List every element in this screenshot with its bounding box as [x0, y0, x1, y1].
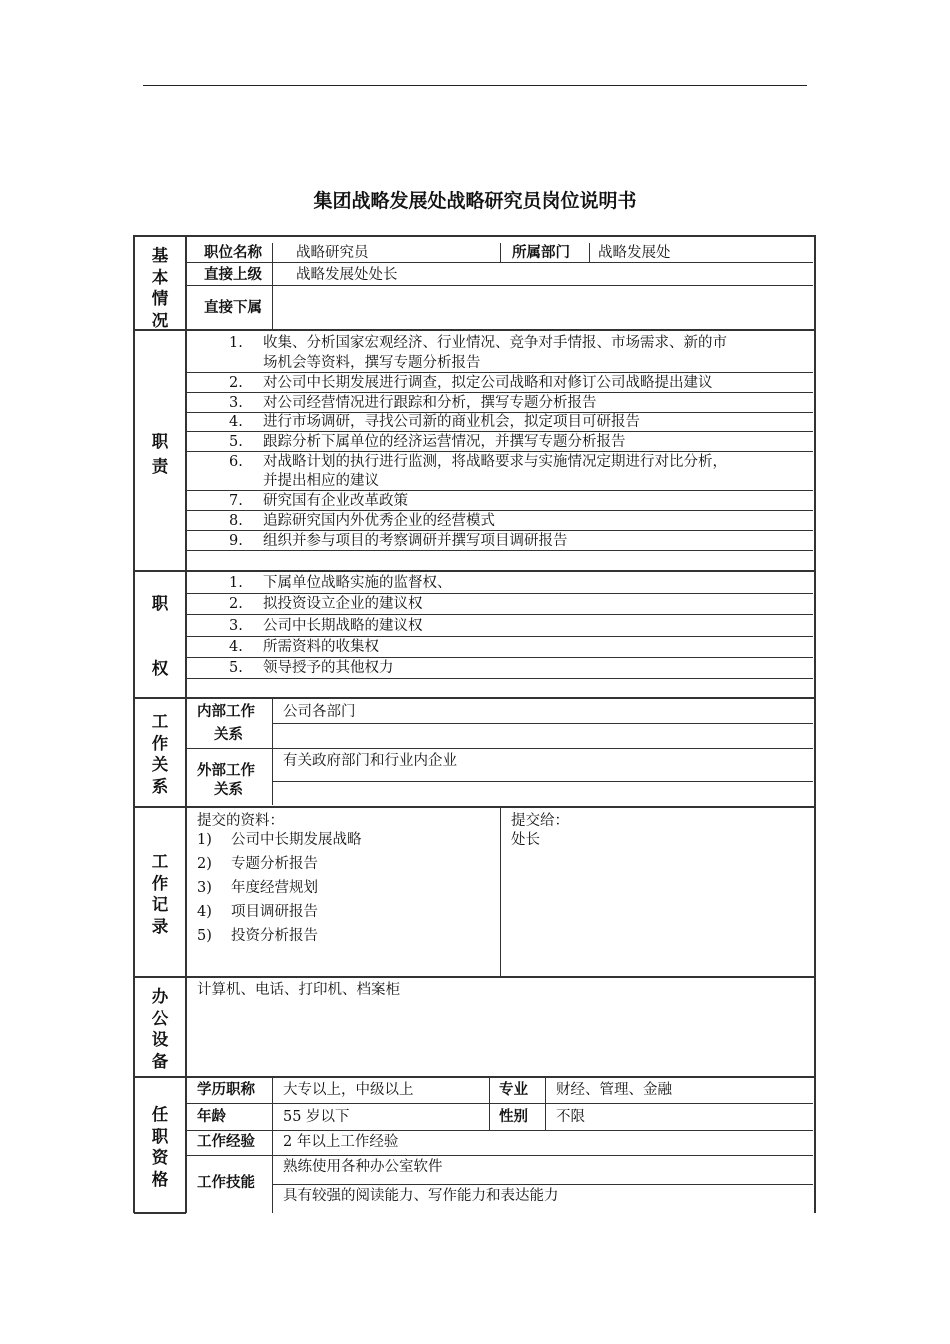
- dept-value: 战略发展处: [598, 245, 671, 261]
- major-value: 财经、管理、金融: [556, 1082, 672, 1098]
- basic-dept-divider-2: [589, 243, 590, 262]
- duty-item-6: 6. 对战略计划的执行进行监测，将战略要求与实施情况定期进行对比分析，: [229, 454, 727, 470]
- skill-value-2: 具有较强的阅读能力、写作能力和表达能力: [283, 1188, 559, 1204]
- exp-value: 2 年以上工作经验: [283, 1134, 399, 1150]
- external-label-1: 外部工作: [197, 763, 255, 779]
- duty-item-8: 8. 追踪研究国内外优秀企业的经营模式: [229, 513, 495, 529]
- section-line-relations: [134, 806, 814, 808]
- position-value: 战略研究员: [296, 245, 369, 261]
- superior-label: 直接上级: [204, 267, 262, 283]
- duty-item-5: 5. 跟踪分析下属单位的经济运营情况，并撰写专题分析报告: [229, 434, 626, 450]
- records-submit-label: 提交的资料：: [197, 813, 284, 829]
- qual-mid-divider-2: [545, 1078, 546, 1130]
- relations-label-divider: [272, 699, 273, 805]
- duty-item-9: 9. 组织并参与项目的考察调研并撰写项目调研报告: [229, 533, 568, 549]
- relations-line-1: [273, 723, 813, 724]
- basic-row-line-1: [186, 262, 813, 263]
- power-item-5: 5. 领导授予的其他权力: [229, 660, 394, 676]
- relations-line-3: [273, 781, 813, 782]
- powers-category-2: 权: [151, 659, 169, 678]
- external-label-2: 关系: [214, 782, 243, 798]
- powers-category-1: 职: [151, 594, 169, 613]
- records-category: 工作记录: [151, 852, 169, 936]
- basic-dept-divider: [500, 243, 501, 262]
- records-to-label: 提交给：: [511, 813, 569, 829]
- duty-item-1: 1. 收集、分析国家宏观经济、行业情况、竞争对手情报、市场需求、新的市: [229, 335, 727, 351]
- age-label: 年龄: [197, 1109, 226, 1125]
- age-value: 55 岁以下: [283, 1109, 350, 1125]
- edu-value: 大专以上，中级以上: [283, 1082, 414, 1098]
- internal-label-1: 内部工作: [197, 704, 255, 720]
- records-to-value: 处长: [511, 832, 540, 848]
- duty-item-2: 2. 对公司中长期发展进行调查，拟定公司战略和对修订公司战略提出建议: [229, 375, 713, 391]
- duty-item-1-cont: 场机会等资料，撰写专题分析报告: [263, 355, 481, 371]
- duty-item-3: 3. 对公司经营情况进行跟踪和分析，撰写专题分析报告: [229, 395, 597, 411]
- major-label: 专业: [499, 1082, 528, 1098]
- duties-category: 职责: [151, 432, 169, 476]
- power-item-3: 3. 公司中长期战略的建议权: [229, 618, 423, 634]
- qualification-category: 任职资格: [151, 1105, 169, 1189]
- basic-label-divider: [272, 243, 273, 329]
- power-item-2: 2. 拟投资设立企业的建议权: [229, 596, 423, 612]
- qual-mid-divider: [489, 1078, 490, 1130]
- header-rule: [143, 85, 807, 86]
- section-line-equipment: [134, 1076, 814, 1078]
- internal-value: 公司各部门: [283, 704, 356, 720]
- position-label: 职位名称: [204, 245, 262, 261]
- records-divider: [500, 808, 501, 976]
- qual-line-2: [186, 1130, 813, 1131]
- document-title: 集团战略发展处战略研究员岗位说明书: [313, 190, 637, 212]
- gender-label: 性别: [499, 1109, 528, 1125]
- equipment-category: 办公设备: [151, 987, 169, 1071]
- record-item-2: 2) 专题分析报告: [197, 856, 318, 872]
- record-item-4: 4) 项目调研报告: [197, 904, 318, 920]
- qual-line-1: [186, 1103, 813, 1104]
- power-item-1: 1. 下属单位战略实施的监督权、: [229, 575, 452, 591]
- basic-row-line-2: [186, 285, 813, 286]
- qual-line-4: [273, 1184, 813, 1185]
- power-item-4: 4. 所需资料的收集权: [229, 639, 379, 655]
- external-value: 有关政府部门和行业内企业: [283, 753, 457, 769]
- duty-item-7: 7. 研究国有企业改革政策: [229, 493, 408, 509]
- duty-item-4: 4. 进行市场调研，寻找公司新的商业机会，拟定项目可研报告: [229, 414, 640, 430]
- relations-line-2: [186, 748, 813, 749]
- skill-value-1: 熟练使用各种办公室软件: [283, 1159, 443, 1175]
- skill-label: 工作技能: [197, 1175, 255, 1191]
- section-line-powers: [134, 697, 814, 699]
- qual-label-divider: [272, 1078, 273, 1213]
- section-line-records: [134, 976, 814, 978]
- exp-label: 工作经验: [197, 1134, 255, 1150]
- gender-value: 不限: [556, 1109, 585, 1125]
- edu-label: 学历职称: [197, 1082, 255, 1098]
- section-line-duties: [134, 570, 814, 572]
- superior-value: 战略发展处处长: [296, 267, 398, 283]
- dept-label: 所属部门: [512, 245, 570, 261]
- subordinate-label: 直接下属: [204, 300, 262, 316]
- qual-line-3: [186, 1155, 813, 1156]
- basic-category: 基本情况: [151, 246, 169, 330]
- power-line-5: [186, 678, 813, 679]
- equipment-value: 计算机、电话、打印机、档案柜: [197, 982, 400, 998]
- duty-item-6-cont: 并提出相应的建议: [263, 473, 379, 489]
- power-line-2: [186, 614, 813, 615]
- record-item-5: 5) 投资分析报告: [197, 928, 318, 944]
- internal-label-2: 关系: [214, 727, 243, 743]
- relations-category: 工作关系: [151, 712, 169, 796]
- category-divider: [185, 236, 187, 1213]
- record-item-1: 1) 公司中长期发展战略: [197, 832, 362, 848]
- bottom-line: [134, 1212, 186, 1214]
- section-line-basic: [134, 329, 814, 331]
- record-item-3: 3) 年度经营规划: [197, 880, 318, 896]
